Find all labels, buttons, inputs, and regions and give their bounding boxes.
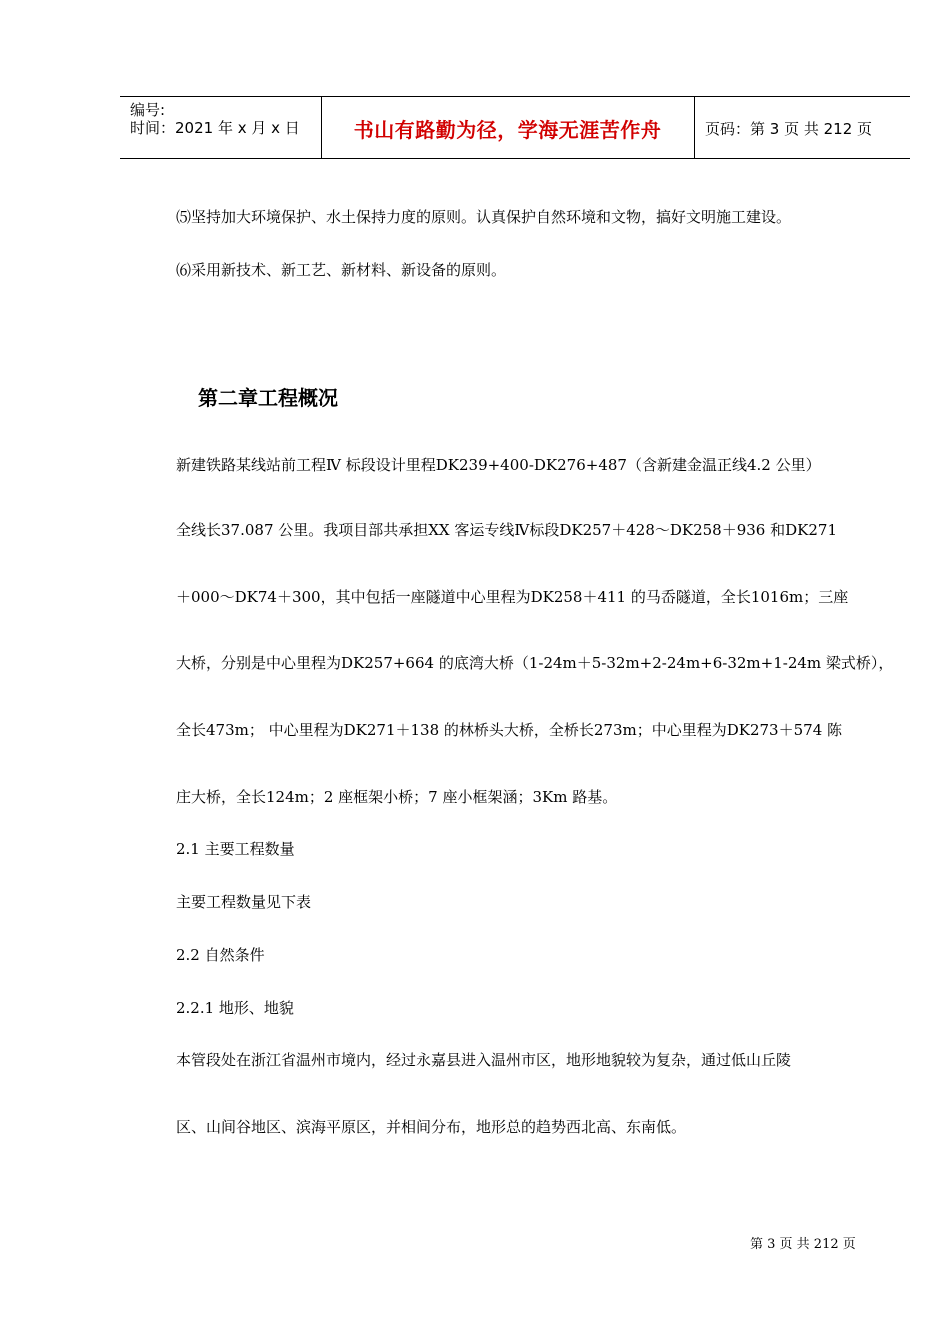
- serial-number-label: 编号:: [130, 101, 166, 119]
- overview-line: 新建铁路某线站前工程Ⅳ 标段设计里程DK239+400-DK276+487（含新建金温正线4.2 公里）: [176, 456, 821, 474]
- principle-item-5: ⑸坚持加大环境保护、水土保持力度的原则。认真保护自然环境和文物，搞好文明施工建设。: [176, 208, 792, 226]
- overview-line: 全线长37.087 公里。我项目部共承担XX 客运专线Ⅳ标段DK257＋428～DK258＋936 和DK271: [176, 521, 837, 539]
- terrain-line: 区、山间谷地区、滨海平原区，并相间分布，地形总的趋势西北高、东南低。: [176, 1118, 687, 1136]
- overview-line: ＋000～DK74＋300，其中包括一座隧道中心里程为DK258＋411 的马岙隧道，全长1016m；三座: [176, 588, 849, 606]
- terrain-line: 本管段处在浙江省温州市境内，经过永嘉县进入温州市区，地形地貌较为复杂，通过低山丘陵: [176, 1051, 792, 1069]
- header-motto: 书山有路勤为径，学海无涯苦作舟: [353, 118, 662, 142]
- page-header: [120, 96, 910, 159]
- chapter-title: 第二章工程概况: [198, 386, 338, 410]
- quantity-note: 主要工程数量见下表: [176, 893, 312, 911]
- header-page-number: 页码：第 3 页 共 212 页: [705, 120, 873, 138]
- section-heading-2-2: 2.2 自然条件: [176, 946, 265, 964]
- page-footer: 第 3 页 共 212 页: [750, 1237, 856, 1252]
- header-right-cell: [695, 97, 910, 158]
- overview-line: 庄大桥，全长124m；2 座框架小桥；7 座小框架涵；3Km 路基。: [176, 788, 618, 806]
- section-heading-2-2-1: 2.2.1 地形、地貌: [176, 999, 294, 1017]
- header-middle-cell: [321, 97, 695, 158]
- principle-item-6: ⑹采用新技术、新工艺、新材料、新设备的原则。: [176, 261, 507, 279]
- overview-line: 全长473m； 中心里程为DK271＋138 的林桥头大桥，全桥长273m；中心里程为DK273＋574 陈: [176, 721, 843, 739]
- time-label: 时间：2021 年 x 月 x 日: [130, 119, 300, 137]
- section-heading-2-1: 2.1 主要工程数量: [176, 840, 295, 858]
- header-left-cell: [120, 97, 322, 158]
- overview-line: 大桥，分别是中心里程为DK257+664 的底湾大桥（1-24m＋5-32m+2-24m+6-32m+1-24m 梁式桥），: [176, 654, 894, 672]
